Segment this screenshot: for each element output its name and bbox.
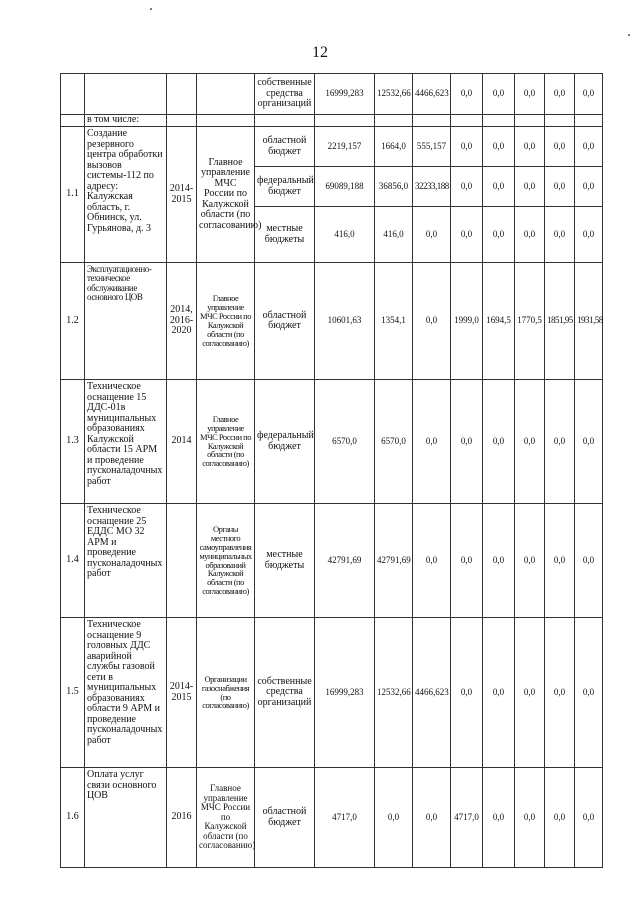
- funding-source: местные бюджеты: [255, 207, 315, 263]
- value-cell: 0,0: [451, 167, 483, 207]
- value-cell: 0,0: [483, 207, 515, 263]
- funding-source: федеральный бюджет: [255, 167, 315, 207]
- value-cell: 4466,623: [413, 74, 451, 115]
- period-cell: [167, 115, 197, 127]
- period: 2014: [167, 380, 197, 504]
- table-row: [61, 380, 603, 504]
- value-cell: 0,0: [483, 768, 515, 868]
- value-cell: 0,0: [515, 504, 545, 618]
- measure-name: Оплата услуг связи основного ЦОВ: [85, 768, 167, 868]
- table-row: [61, 768, 603, 868]
- value-cell: 0,0: [413, 504, 451, 618]
- scan-speck: [628, 34, 630, 36]
- scan-speck: [150, 8, 152, 10]
- value-cell: 0,0: [483, 167, 515, 207]
- value-cell: 0,0: [545, 167, 575, 207]
- value-cell: 0,0: [451, 207, 483, 263]
- row-index: 1.5: [61, 618, 85, 768]
- table-row: [61, 74, 603, 115]
- value-cell: 0,0: [575, 618, 603, 768]
- period-cell: [167, 74, 197, 115]
- value-cell: 6570,0: [375, 380, 413, 504]
- value-cell: 0,0: [515, 768, 545, 868]
- value-cell: 2219,157: [315, 127, 375, 167]
- funding-source: собственные средства организаций: [255, 74, 315, 115]
- executor: Главное управление МЧС России по Калужской области (по согласованию): [197, 768, 255, 868]
- value-cell: 0,0: [515, 74, 545, 115]
- value-cell: 416,0: [315, 207, 375, 263]
- executor: Главное управление МЧС России по Калужской области (по согласованию): [197, 127, 255, 263]
- name-cell: [85, 74, 167, 115]
- period: 2016: [167, 768, 197, 868]
- page-number: 12: [312, 44, 328, 61]
- value-cell: 0,0: [483, 618, 515, 768]
- value-cell: 0,0: [575, 768, 603, 868]
- table-row: [61, 263, 603, 380]
- value-cell: 0,0: [483, 380, 515, 504]
- including-label: в том числе:: [85, 115, 167, 127]
- value-cell: 0,0: [515, 167, 545, 207]
- executor-cell: [197, 74, 255, 115]
- value-cell: 0,0: [451, 74, 483, 115]
- value-cell: 1664,0: [375, 127, 413, 167]
- value-cell: 0,0: [545, 504, 575, 618]
- table-row: [61, 504, 603, 618]
- value-cell: 0,0: [375, 768, 413, 868]
- funding-source: областной бюджет: [255, 768, 315, 868]
- index-cell: [61, 115, 85, 127]
- value-cell: 0,0: [515, 618, 545, 768]
- period: 2014, 2016-2020: [167, 263, 197, 380]
- value-cell: 1851,95: [545, 263, 575, 380]
- value-cell: 0,0: [413, 263, 451, 380]
- value-cell: 4717,0: [315, 768, 375, 868]
- value-cell: 0,0: [545, 380, 575, 504]
- measure-name: Техническое оснащение 15 ДДС-01в муниципальных образованиях Калужской области 15 АРМ и проведение пусконаладочных работ: [85, 380, 167, 504]
- value-cell: 42791,69: [315, 504, 375, 618]
- value-cell: 1931,58: [575, 263, 603, 380]
- value-cell: 1694,5: [483, 263, 515, 380]
- value-cell: 0,0: [545, 618, 575, 768]
- value-cell: 0,0: [575, 167, 603, 207]
- funding-source: областной бюджет: [255, 263, 315, 380]
- value-cell: 0,0: [515, 207, 545, 263]
- funding-source: областной бюджет: [255, 127, 315, 167]
- period: [167, 504, 197, 618]
- value-cell: 32233,188: [413, 167, 451, 207]
- value-cell: 416,0: [375, 207, 413, 263]
- value-cell: 0,0: [545, 207, 575, 263]
- table-row: [61, 127, 603, 167]
- value-cell: 0,0: [575, 380, 603, 504]
- row-index: 1.3: [61, 380, 85, 504]
- row-index: 1.4: [61, 504, 85, 618]
- funding-table: [60, 73, 603, 868]
- measure-name: Техническое оснащение 9 головных ДДС аварийной службы газовой сети в муниципальных образованиях области 9 АРМ и проведение пусконаладочных работ: [85, 618, 167, 768]
- period: 2014-2015: [167, 618, 197, 768]
- executor: Организации газоснабжения (по согласованию): [197, 618, 255, 768]
- table-row: [61, 618, 603, 768]
- value-cell: 12532,66: [375, 618, 413, 768]
- value-cell: 0,0: [575, 74, 603, 115]
- executor: Главное управление МЧС России по Калужской области (по согласованию): [197, 380, 255, 504]
- executor: Органы местного самоуправления муниципальных образований Калужской области (по согласованию): [197, 504, 255, 618]
- value-cell: 0,0: [545, 768, 575, 868]
- value-cell: 0,0: [483, 127, 515, 167]
- measure-name: Эксплуатационно-техническое обслуживание основного ЦОВ: [85, 263, 167, 380]
- value-cell: 69089,188: [315, 167, 375, 207]
- value-cell: 12532,66: [375, 74, 413, 115]
- value-cell: 0,0: [575, 127, 603, 167]
- row-index: 1.2: [61, 263, 85, 380]
- executor: Главное управление МЧС России по Калужской области (по согласованию): [197, 263, 255, 380]
- value-cell: 0,0: [575, 207, 603, 263]
- value-cell: 0,0: [575, 504, 603, 618]
- value-cell: 0,0: [451, 380, 483, 504]
- value-cell: 4717,0: [451, 768, 483, 868]
- value-cell: 10601,63: [315, 263, 375, 380]
- value-cell: 0,0: [515, 127, 545, 167]
- value-cell: 555,157: [413, 127, 451, 167]
- value-cell: 0,0: [451, 504, 483, 618]
- value-cell: 0,0: [483, 504, 515, 618]
- funding-source: федеральный бюджет: [255, 380, 315, 504]
- row-index: 1.6: [61, 768, 85, 868]
- value-cell: 0,0: [451, 618, 483, 768]
- value-cell: 0,0: [413, 380, 451, 504]
- value-cell: 16999,283: [315, 74, 375, 115]
- measure-name: Создание резервного центра обработки вызовов системы-112 по адресу: Калужская область, г. Обнинск, ул. Гурьянова, д. 3: [85, 127, 167, 263]
- value-cell: 4466,623: [413, 618, 451, 768]
- value-cell: 0,0: [515, 380, 545, 504]
- funding-source: собственные средства организаций: [255, 618, 315, 768]
- funding-source: местные бюджеты: [255, 504, 315, 618]
- period: 2014-2015: [167, 127, 197, 263]
- value-cell: 6570,0: [315, 380, 375, 504]
- value-cell: 0,0: [545, 127, 575, 167]
- value-cell: 0,0: [451, 127, 483, 167]
- value-cell: 1354,1: [375, 263, 413, 380]
- value-cell: 1999,0: [451, 263, 483, 380]
- row-index: 1.1: [61, 127, 85, 263]
- index-cell: [61, 74, 85, 115]
- executor-cell: [197, 115, 255, 127]
- value-cell: 0,0: [483, 74, 515, 115]
- value-cell: 16999,283: [315, 618, 375, 768]
- measure-name: Техническое оснащение 25 ЕДДС МО 32 АРМ и проведение пусконаладочных работ: [85, 504, 167, 618]
- value-cell: 0,0: [413, 768, 451, 868]
- value-cell: 0,0: [545, 74, 575, 115]
- table-row: [61, 115, 603, 127]
- value-cell: 0,0: [413, 207, 451, 263]
- value-cell: 36856,0: [375, 167, 413, 207]
- value-cell: 42791,69: [375, 504, 413, 618]
- value-cell: 1770,5: [515, 263, 545, 380]
